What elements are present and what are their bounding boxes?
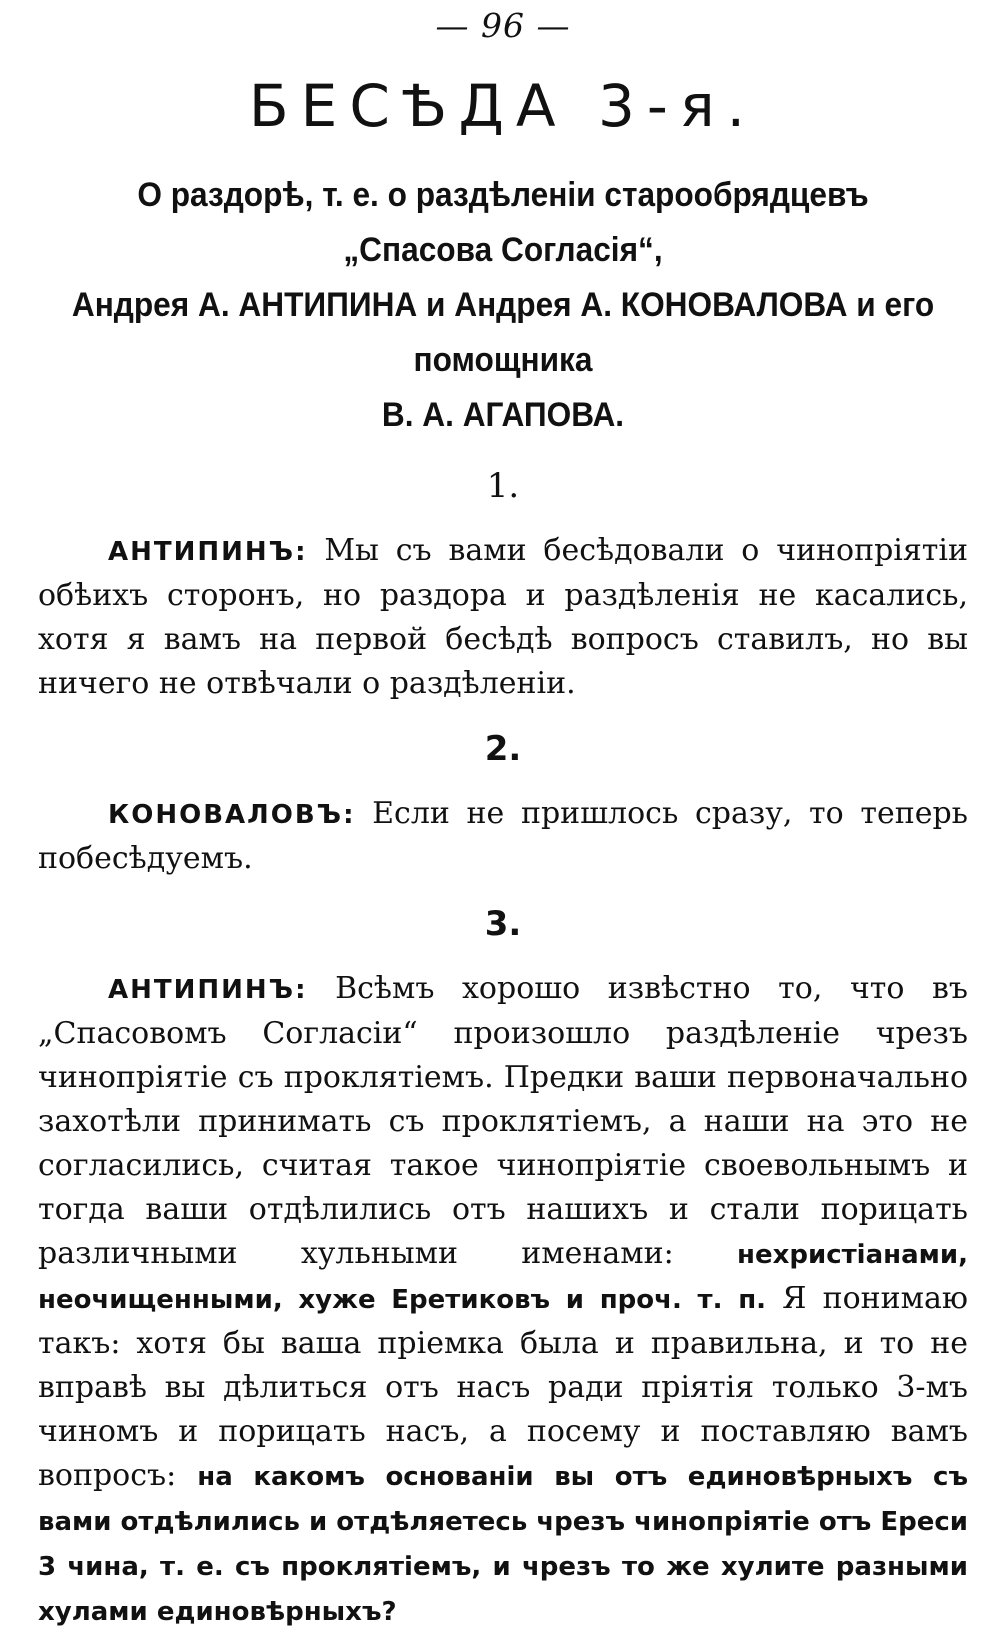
paragraph-3 [38,967,968,1634]
document-page [38,0,968,1634]
page-number: — 96 — [435,6,571,45]
paragraph-2 [38,792,968,881]
subtitle-line-3: В. А. АГАПОВА. [381,396,625,434]
paragraph-text: Всѣмъ хорошо извѣстно то, что въ „Спасовомъ Согласіи“ произошло раздѣленіе чрезъ чинопріятіе съ проклятіемъ. Предки ваши первоначально захотѣли принимать съ проклятіемъ, а наши на это не согласились, считая такое чинопріятіе своевольнымъ и тогда ваши отдѣлились отъ нашихъ и стали порицать различными хульными именами: [38,971,968,1271]
page-title: БЕСѢДА 3-я. [248,72,758,140]
paragraph-text: Если не пришлось сразу, то теперь побесѣдуемъ. [38,796,968,876]
emphasized-question: на какомъ основаніи вы отъ единовѣрныхъ съ вами отдѣлились и отдѣляетесь чрезъ чинопріятіе отъ Ереси 3 чина, т. е. съ проклятіемъ, и чрезъ то же хулите разными хулами единовѣрныхъ? [38,1462,969,1627]
section-number-1: 1. [486,466,520,506]
speaker-label: КОНОВАЛОВЪ: [108,800,356,830]
paragraph-text: Я понимаю такъ: хотя бы ваша пріемка была и правильна, и то не вправѣ вы дѣлиться отъ насъ ради пріятія только 3-мъ чиномъ и порицать насъ, а посему и поставляю вамъ вопросъ: [38,1281,968,1493]
speaker-label: АНТИПИНЪ: [108,975,308,1005]
paragraph-1 [38,529,968,706]
speaker-label: АНТИПИНЪ: [108,537,308,567]
section-number-3: 3. [484,904,522,944]
section-number-2: 2. [484,729,522,769]
paragraph-text: Мы съ вами бесѣдовали о чинопріятіи обѣихъ сторонъ, но раздора и раздѣленія не касались, хотя я вамъ на первой бесѣдѣ вопросъ ставилъ, но вы ничего не отвѣчали о раздѣленіи. [38,533,968,701]
emphasized-text: нехристіанами, неочищенными, хуже Еретиковъ и проч. т. п. [38,1240,968,1315]
subtitle-line-2: Андрея А. АНТИПИНА и Андрея А. КОНОВАЛОВА и его помощника [71,286,935,379]
subtitle-line-1: О раздорѣ, т. е. о раздѣленіи старообрядцевъ „Спасова Согласія“, [137,176,869,269]
subtitle [71,168,936,443]
